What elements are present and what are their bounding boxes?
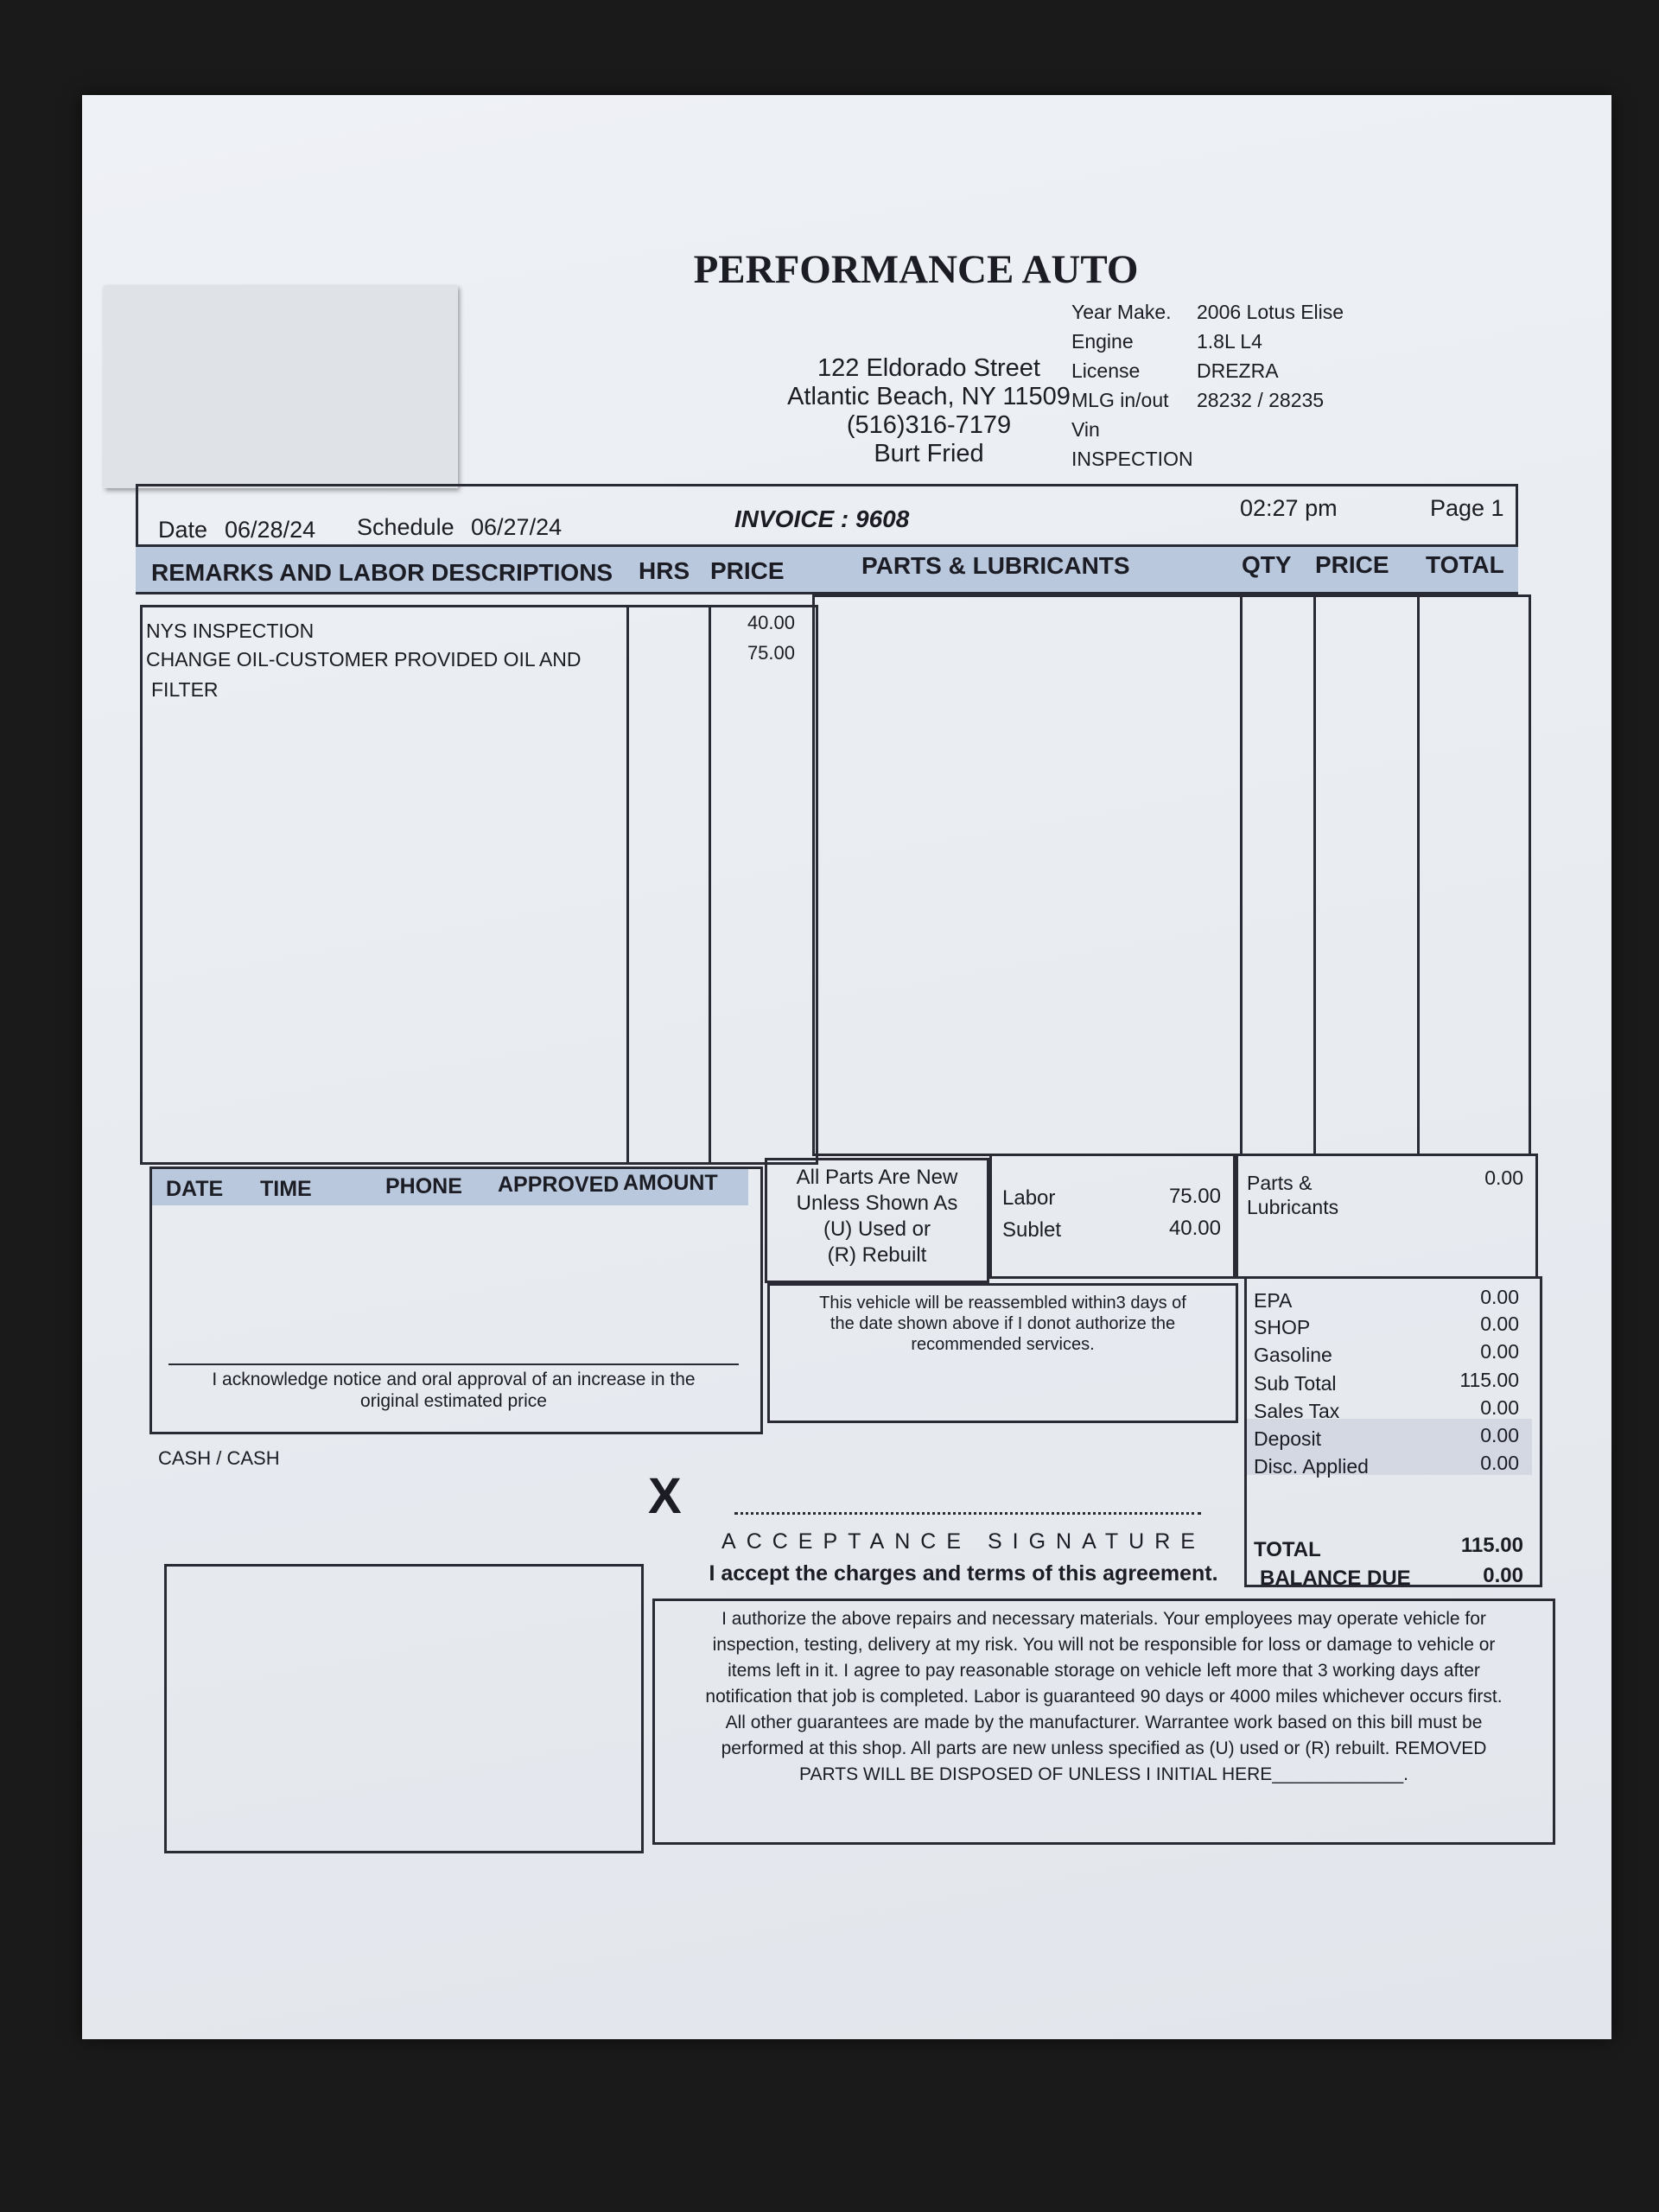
- total-value: 0.00: [1480, 1286, 1519, 1308]
- reassembly-line: This vehicle will be reassembled within3 days of: [819, 1294, 1186, 1313]
- col-price: PRICE: [710, 557, 785, 584]
- reassembly-line: recommended services.: [911, 1335, 1095, 1354]
- hrs-divider: [626, 605, 629, 1165]
- labor-label: Labor: [1002, 1186, 1056, 1210]
- sublet-value: 40.00: [1168, 1217, 1221, 1240]
- shop-name: PERFORMANCE AUTO: [693, 247, 1139, 292]
- grand-total-label: TOTAL: [1254, 1538, 1321, 1561]
- total-value: 0.00: [1480, 1313, 1519, 1335]
- redacted-sticker: [104, 285, 458, 488]
- parts-price-divider: [1313, 594, 1316, 1156]
- labor-price: 40.00: [747, 612, 795, 633]
- balance-due-label: BALANCE DUE: [1260, 1567, 1411, 1590]
- shop-phone: (516)316-7179: [846, 411, 1012, 439]
- accept-terms-text: I accept the charges and terms of this agreement.: [709, 1561, 1218, 1586]
- column-header-bar: [136, 544, 1518, 594]
- invoice-number: INVOICE : 9608: [734, 505, 910, 532]
- signature-line[interactable]: [734, 1512, 1201, 1515]
- blank-box: [164, 1564, 644, 1853]
- labor-table: [140, 605, 818, 1165]
- total-value: 0.00: [1480, 1396, 1519, 1419]
- labor-description: NYS INSPECTION: [146, 620, 315, 642]
- sublet-label: Sublet: [1002, 1218, 1062, 1242]
- authorization-line: performed at this shop. All parts are new unless specified as (U) used or (R) rebuilt. REMOVED: [721, 1738, 1487, 1758]
- labor-description: CHANGE OIL-CUSTOMER PROVIDED OIL AND: [146, 648, 582, 671]
- totals-box: [1244, 1276, 1542, 1590]
- total-label: Deposit: [1254, 1427, 1321, 1450]
- total-label: Disc. Applied: [1254, 1455, 1369, 1478]
- parts-notice-line: (R) Rebuilt: [827, 1243, 927, 1267]
- total-value: 0.00: [1480, 1452, 1519, 1474]
- authorization-line: items left in it. I agree to pay reasonable storage on vehicle left more that 3 working days after: [728, 1661, 1480, 1681]
- authorization-box: [652, 1599, 1555, 1845]
- labor-price: 75.00: [747, 642, 795, 664]
- approval-amount: AMOUNT: [623, 1171, 718, 1195]
- schedule-label: Schedule: [357, 514, 454, 540]
- vehicle-row: [1071, 330, 1344, 359]
- authorization-line: notification that job is completed. Labor is guaranteed 90 days or 4000 miles whichever occurs first.: [705, 1687, 1503, 1707]
- total-value: 115.00: [1459, 1369, 1519, 1391]
- price-divider: [709, 605, 711, 1165]
- vehicle-row: [1071, 389, 1344, 418]
- total-value: 0.00: [1480, 1424, 1519, 1446]
- balance-due-value: 0.00: [1483, 1564, 1523, 1587]
- schedule-date: 06/27/24: [471, 514, 563, 540]
- vehicle-row: [1071, 448, 1344, 477]
- labor-description: FILTER: [151, 678, 219, 701]
- grand-total-value: 115.00: [1460, 1534, 1523, 1557]
- approval-phone: PHONE: [385, 1174, 462, 1198]
- ack-text-2: original estimated price: [360, 1391, 547, 1411]
- vehicle-label: Vin: [1071, 418, 1100, 441]
- reassembly-box: [767, 1283, 1238, 1423]
- total-label: Sales Tax: [1254, 1400, 1340, 1422]
- payment-method: CASH / CASH: [158, 1447, 280, 1469]
- ack-text-1: I acknowledge notice and oral approval of an increase in the: [212, 1370, 696, 1389]
- shop-contact: Burt Fried: [874, 440, 984, 467]
- authorization-line: PARTS WILL BE DISPOSED OF UNLESS I INITIAL HERE_____________.: [799, 1764, 1408, 1784]
- authorization-text: [655, 1606, 1553, 1788]
- col-qty: QTY: [1242, 551, 1292, 578]
- page-number: Page 1: [1430, 495, 1504, 521]
- vehicle-row: [1071, 418, 1344, 448]
- parts-lubricants-label: Lubricants: [1247, 1196, 1339, 1218]
- vehicle-row: [1071, 359, 1344, 389]
- vehicle-label: Engine: [1071, 330, 1134, 353]
- authorization-line: All other guarantees are made by the manufacturer. Warrantee work based on this bill must be: [725, 1713, 1483, 1732]
- authorization-line: I authorize the above repairs and necessary materials. Your employees may operate vehicle for: [721, 1609, 1486, 1629]
- col-parts: PARTS & LUBRICANTS: [861, 552, 1130, 579]
- total-label: Sub Total: [1254, 1372, 1337, 1395]
- vehicle-value: DREZRA: [1197, 359, 1279, 382]
- invoice-date: 06/28/24: [225, 517, 316, 543]
- invoice-paper: [82, 95, 1611, 2039]
- reassembly-notice: [770, 1293, 1236, 1355]
- parts-notice-line: (U) Used or: [823, 1217, 931, 1241]
- total-divider: [1417, 594, 1420, 1156]
- parts-notice-line: Unless Shown As: [796, 1192, 958, 1215]
- vehicle-info: [1071, 301, 1344, 477]
- ack-line: [168, 1363, 739, 1365]
- address-city: Atlantic Beach, NY 11509: [787, 383, 1071, 410]
- col-parts-price: PRICE: [1315, 551, 1389, 578]
- total-label: EPA: [1254, 1289, 1293, 1312]
- signature-x-mark: X: [648, 1468, 682, 1524]
- vehicle-value: 28232 / 28235: [1197, 389, 1325, 411]
- vehicle-label: MLG in/out: [1071, 389, 1169, 411]
- vehicle-value: 1.8L L4: [1197, 330, 1262, 353]
- vehicle-label: INSPECTION: [1071, 448, 1193, 470]
- vehicle-label: Year Make.: [1071, 301, 1172, 323]
- parts-notice-box: [765, 1158, 989, 1283]
- authorization-line: inspection, testing, delivery at my risk. You will not be responsible for loss or damage to vehicle or: [712, 1635, 1496, 1655]
- approval-header: [152, 1169, 748, 1205]
- col-hrs: HRS: [639, 557, 690, 584]
- col-remarks: REMARKS AND LABOR DESCRIPTIONS: [151, 559, 613, 586]
- date-label: Date: [158, 517, 208, 543]
- parts-lubricants-value: 0.00: [1484, 1166, 1523, 1189]
- vehicle-value: 2006 Lotus Elise: [1197, 301, 1344, 323]
- parts-lubricants-box: [1236, 1154, 1538, 1279]
- total-label: SHOP: [1254, 1316, 1311, 1338]
- vehicle-row: [1071, 301, 1344, 330]
- address-street: 122 Eldorado Street: [817, 354, 1040, 382]
- vehicle-label: License: [1071, 359, 1141, 382]
- parts-notice-line: All Parts Are New: [796, 1166, 958, 1189]
- parts-notice: [767, 1165, 987, 1268]
- approval-time: TIME: [260, 1177, 312, 1201]
- qty-divider: [1240, 594, 1243, 1156]
- invoice-time: 02:27 pm: [1240, 495, 1338, 521]
- labor-value: 75.00: [1168, 1185, 1221, 1208]
- parts-table: [812, 594, 1531, 1156]
- col-total: TOTAL: [1426, 551, 1504, 578]
- parts-lubricants-label: Parts &: [1247, 1172, 1313, 1194]
- total-value: 0.00: [1480, 1340, 1519, 1363]
- reassembly-line: the date shown above if I donot authorize the: [830, 1314, 1176, 1333]
- labor-summary-box: [989, 1154, 1236, 1279]
- approval-approved: APPROVED: [498, 1173, 620, 1197]
- approval-date: DATE: [166, 1177, 224, 1201]
- total-label: Gasoline: [1254, 1344, 1332, 1366]
- acceptance-signature-title: ACCEPTANCE SIGNATURE: [721, 1529, 1205, 1554]
